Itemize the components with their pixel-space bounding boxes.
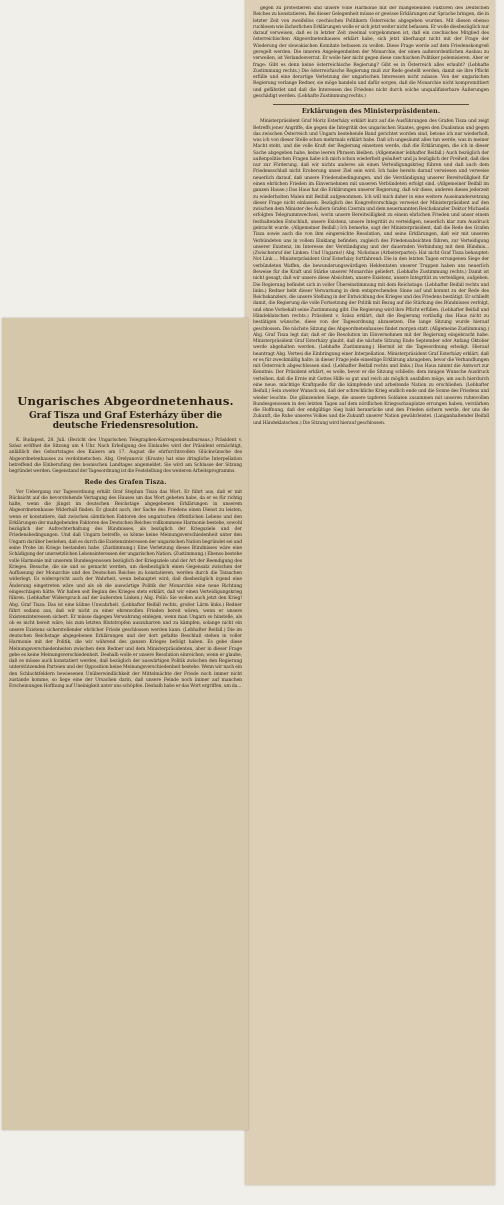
right-column <box>253 6 489 1178</box>
lead-paragraph: K. Budapest, 28. Juli. (Bericht des Ungarischen Telegraphen-Korrespondenzbureaus.) Präsident v. Szász eröffnet die Sitzung um 4 Uhr. Nach Erledigung des Einlaufes wird der Präsident ermächtigt, anläßlich des Geburtstages des Kaisers am 17. August die ehrfurchtsvollen Glückwünsche des Abgeordnetenhauses zu verdolmetschen. Abg. Orelyanovic (Kroate) hat eine dringliche Interpellation betreffend die Einberufung des bosnischen Landtages angemeldet. Sie wird am Schlusse der Sitzung begründet werden. Gegenstand der Tagesordnung ist die Feststellung des weiteren Arbeitsprogramms. <box>9 437 242 475</box>
article-title: Ungarisches Abgeordnetenhaus. <box>17 394 234 408</box>
section-divider <box>273 104 469 105</box>
section-heading-tisza: Rede des Grafen Tisza. <box>84 478 167 486</box>
right-body-paragraph: Ministerpräsident Graf Moriz Esterházy erklärt kurz auf die Ausführungen des Grafen Tisza und zeigt Betreffs jener Angriffe, die gegen die Integrität des ungarischen Staates, gegen den Dualismus und gegen das zwischen Österreich und Ungarn bestehende Band gerichtet worden sind, betone ich nur wiederholt, was ich von dieser Stelle schon mehrmals erklärt habe. Daß ich ungesäumt alles tun werde, was in meiner Macht steht, und die volle Kraft der Regierung einsetzen werde, daß die Erklärungen, die ich in dieser Sache abgegeben habe, keine leeren Phrasen bleiben. (Allgemeiner lebhafter Beifall.) Auch bezüglich der außenpolitischen Fragen habe ich mich schon wiederholt geäußert und ja bezüglich der Freiheit, daß dies nur zur Förderung, daß wir nichts anderes als einen Verteidigungskrieg führen und daß auch dem Friedensschluß nicht Eroberung unser Ziel sein wird. Ich habe bereits darauf verwiesen und verweise neuerlich darauf, daß unsere Friedensbedingungen, und die Verständigung unserer Bereitwilligkeit für einen ehrlichen Frieden im Einvernehmen mit unseren Verbündeten erfolgt sind. (Allgemeiner Beifall im ganzen Hause.) Das Haus hat die Erklärungen unserer Regierung, daß wir diese, anderen dieses jederzeit zu wiederholten Malen mit Beifall aufgenommen. Ich will mich daher in eine weitere Auseinandersetzung dieser Frage nicht einlassen. Bezüglich des Kongreßvorschlags verweist der Ministerpräsident auf den zwischen dem Minister des Äußern Grafen Czernin und dem neuernannten Reichskanzler Doktor Michaelis erfolgten Telegrammwechsel, worin unsere Bereitwilligkeit zu einem ehrlichen Frieden und unser einem festhaltenden Entschluß, unsere Existenz, unsere Integrität zu verteidigen, neuerlich klar zum Ausdruck gebracht wurde. (Allgemeiner Beifall.) Ich bemerke, sagt der Ministerpräsident, daß die Rede des Grafen Tisza sowie auch die von ihm eingereichte Resolution, und seine Erklärungen, daß wir mit unseren Verbündeten uns in vollem Einklang befinden, zugleich des Friedensabsichten führen, zur Verteidigung unserer Existenz, im Interesse der Verständigung und der dauernden Verbindung mit dem Bündnis... (Zwischenruf der Linken: Und Ungarns!) Abg. Nickolaus (Arbeiterpartei): Hat nicht Graf Tisza behauptet: Not Link ... Ministerpräsident Graf Esterházy fortfahrend: Die in den letzten Tagen errungenen Siege der verbündeten Waffen, die bewunderungswürdigen Heldentaten unserer Truppen haben uns neuerlich Beweise für die Kraft und Stärke unserer Monarchie geliefert. (Lebhafte Zustimmung rechts.) Damit ist nicht gesagt, daß wir unsere diese Absichten, unsere Existenz, unsere Integrität zu verteidigen, aufgeben. Die Regierung befindet sich in voller Übereinstimmung mit dem Reichstage. (Lebhafter Beifall rechts und links.) Redner hebt dieser Verwarnung in dem entsprechenden Sinne auf und kommt zu der Rede des Reichskanzlers, die unsere Stellung in der Entwicklung des Krieges und des Friedens bestätigt. Er schließt damit, die Regierung die volle Fortsetzung der Politik mit Bezug auf die Stärkung des Bündnisses verfolgt, und ohne Vorbehalt seine Zustimmung gibt. Die Regierung wird ihre Pflicht erfüllen. (Lebhafter Beifall und Händeklatschen rechts.) Präsident v. Szász erklärt, daß die Regierung vorläufig das Haus nicht zu bestätigen wünsche, diese von der Tagesordnung abzusetzen. Die lange Sitzung wurde hierauf geschlossen. Die nächste Sitzung des Abgeordnetenhauses findet morgen statt. (Allgemeine Zustimmung.) Abg. Graf Tisza legt dar, daß er die Resolution im Einvernehmen mit der Regierung eingebracht habe. Ministerpräsident Graf Esterházy glaubt, daß die nächste Sitzung Ende September oder Anfang Oktober werde abgehalten werden. (Lebhafte Zustimmung.) Hiermit ist die Tagesordnung erledigt. Hierauf beantragt Abg. Vertesi die Einbringung einer Interpellation. Ministerpräsident Graf Esterházy erklärt, daß er es für zweckmäßig halte, in dieser Frage jede einseitige Erklärung abzugeben, bevor die Verhandlungen mit Österreich abgeschlossen sind. (Lebhafter Beifall rechts und links.) Das Haus nimmt die Antwort zur Kenntnis. Der Präsident erklärt, es wolle, bevor er die Sitzung schließe, dem innigen Wunsche Ausdruck verleihen, daß die Ernte mit Gottes Hilfe so gut und reich als möglich ausfallen möge, um auch hierdurch eine neue, mächtige Kraftquelle für die kämpfende und arbeitende Nation zu erschließen. (Lebhafter Beifall.) Sein zweiter Wunsch sei, daß der schreckliche Krieg endlich ende und die Sonne des Friedens und wieder leuchte. Die glänzenden Siege, die unsere tapferen Soldaten zusammen mit unseren ruhmvollen Bundesgenossen in den letzten Tagen auf dem nördlichen Kriegsschauplatze errungen haben, verstärken die Hoffnung, daß der endgültige Sieg bald heranrücke und den Frieden sichern werde, der uns die Zukunft, die Ruhe unseres Volkes und die Zukunft unserer Nation gewährleistet. (Langanhaltender Beifall und Händeklatschen.) Die Sitzung wird hierauf geschlossen. <box>253 119 489 426</box>
right-clipping <box>245 0 495 1185</box>
left-clipping <box>2 318 248 1130</box>
left-column <box>9 394 242 1130</box>
tisza-speech-paragraph: Vor Uebergang zur Tagesordnung erhält Graf Stephan Tisza das Wort. Er führt aus, daß er mit Rücksicht auf die bevorstehende Vertagung des Hauses um das Wort gebeten habe, da er es für richtig halte, wenn die jüngst im deutschen Reichstage abgegebenen Erklärungen in unserem Abgeordnetenhause Widerhall finden. Er glaubt auch, der Sache des Friedens einen Dienst zu leisten, wenn er konstatiere, daß zwischen sämtlichen Faktoren des ungarischen öffentlichen Lebens und den Erklärungen der maßgebenden Faktoren des Deutschen Reiches vollkommene Harmonie bestehe, sowohl bezüglich der Aufrechterhaltung des Bündnisses, als bezüglich der Kriegsziele und der Friedensbedingungen. Und daß Ungarn betreffe, so könne keine Meinungsverschiedenheit unter den Ungarn darüber bestehen, daß es durch die Existenzinteressen der ungarischen Nation begründet sei und seine Probe im Kriege bestanden habe. (Zustimmung.) Eine Verletzung dieses Bündnisses wäre eine Schädigung der unersetzlichen Lebensinteressen der ungarischen Nation. (Zustimmung.) Ebenso bestehe volle Harmonie mit unserem Bundesgenossen bezüglich der Kriegsziele und der Art der Beendigung des Krieges. Besuche, die sie und so gemacht werden, um diesbezüglich einen Gegensatz zwischen der Auffassung der Monarchie und des Deutschen Reiches zu konstatieren, werden durch die Tatsachen widerlegt. Es widerspricht auch der Wahrheit, wenn behauptet wird, daß diesbezüglich irgend eine Änderung eingetreten wäre und als ob die auswärtige Politik der Monarchie eine neue Richtung eingeschlagen hätte. Wir haben seit Beginn des Krieges stets erklärt, daß wir einen Verteidigungskrieg führen. (Lebhafter Widerspruch auf der äußersten Linken.) Abg. Polló: Sie wollen auch jetzt den Krieg! Abg. Graf Tisza: Das ist eine kühne Unwahrheit. (Lebhafter Beifall rechts, großer Lärm links.) Redner führt sodann aus, daß wir nicht zu einer ehrenvollen Frieden bereit wären, wenn er unsere Existenzinteressen sichert. Er müsse dagegen Verwahrung einlegen, wenn man Ungarn so hinstelle, als ob es nicht bereit wäre, bis zum letzten Blutstropfen auszuharren und zu kämpfen, solange nicht ein unsere Existenz sicherstellender ehrlicher Friede geschlossen werden kann. (Lebhafter Beifall.) Die im deutschen Reichstage abgegebenen Erklärungen und der dort gefaßte Beschluß stehen in voller Harmonie mit der Politik, die wir während des ganzen Krieges befolgt haben. Es gebe diese Meinungsverschiedenheiten zwischen dem Redner und dem Ministerpräsidenten, aber in dieser Frage gebe es keine Meinungsverschiedenheit. Deshalb wolle er unsere Resolution einreichen, wenn er glaube, daß es müsse auch konstatiert werden, daß bezüglich der auswärtigen Politik zwischen den Regierung unterstützenden Parteien und der Opposition keine Meinungsverschiedenheit bestehe. Wenn wir nach ein den Schlachtfeldern bewiesenen Unüberwindlichkeit der Mittelmächte der Friede noch immer nicht zustande komme, so liege eine der Ursachen darin, daß unsere Feinde noch immer auf manchen Erscheinungen Hoffnung auf Uneinigkeit unter uns schöpfen. Deshalb habe er das Wort ergriffen, um da... <box>9 489 242 690</box>
section-heading-erklaerungen: Erklärungen des Ministerpräsidenten. <box>301 108 441 116</box>
article-subtitle: Graf Tisza und Graf Esterházy über die deutsche Friedensresolution. <box>28 410 223 432</box>
right-intro-paragraph: gegen zu protestieren und unsere volle Harmonie mit der maßgebenden Faktoren des Deutschen Reiches zu konstatieren. Bei dieser Gelegenheit müsse er gewisse Erklärungen zur Sprache bringen, die in letzter Zeit von zweifellos czechischen Politikern Österreichs abgegeben wurden. Mit diesen ebenso ruchlosen wie lächerlichen Erklärungen wolle er sich jetzt weiter nicht befassen. Er wolle diesbezüglich nur darauf verweisen, daß es in letzter Zeit zweimal vorgekommen ist, daß ein czechisches Mitglied des österreichischen Abgeordnetenhauses erklärt habe, sich jetzt überhaupt nicht mit der Frage der Wiederung der slowakischen Komitate befassen zu wollen. Diese Frage werde auf dem Friedenskongreß geregelt werden. Die inneren Angelegenheiten der Monarchie, der einen außerordentlichen Ausbau zu verweilen, ist Verlandesverrat. Er wolle hier nicht gegen diese czechischen Politiker polemisieren. Aber er frage: Gibt es denn keine österreichische Regierung? Gibt es in Österreich alles erlaubt? (Lebhafte Zustimmung rechts.) Die österreichische Regierung muß zur Rede gestellt werden, damit sie ihre Pflicht erfülle und eine derartige Verletzung der ungarischen Interessen nicht zulasse. Von der ungarischen Regierung verlange Redner, sie möge handeln und dafür sorgen, daß die Monarchie nicht kompromittiert und gefährdet und daß die Interessen des Friedens nicht durch solche unqualifizierbare Äußerungen geschädigt werden. (Lebhafte Zustimmung rechts.) <box>253 6 489 99</box>
